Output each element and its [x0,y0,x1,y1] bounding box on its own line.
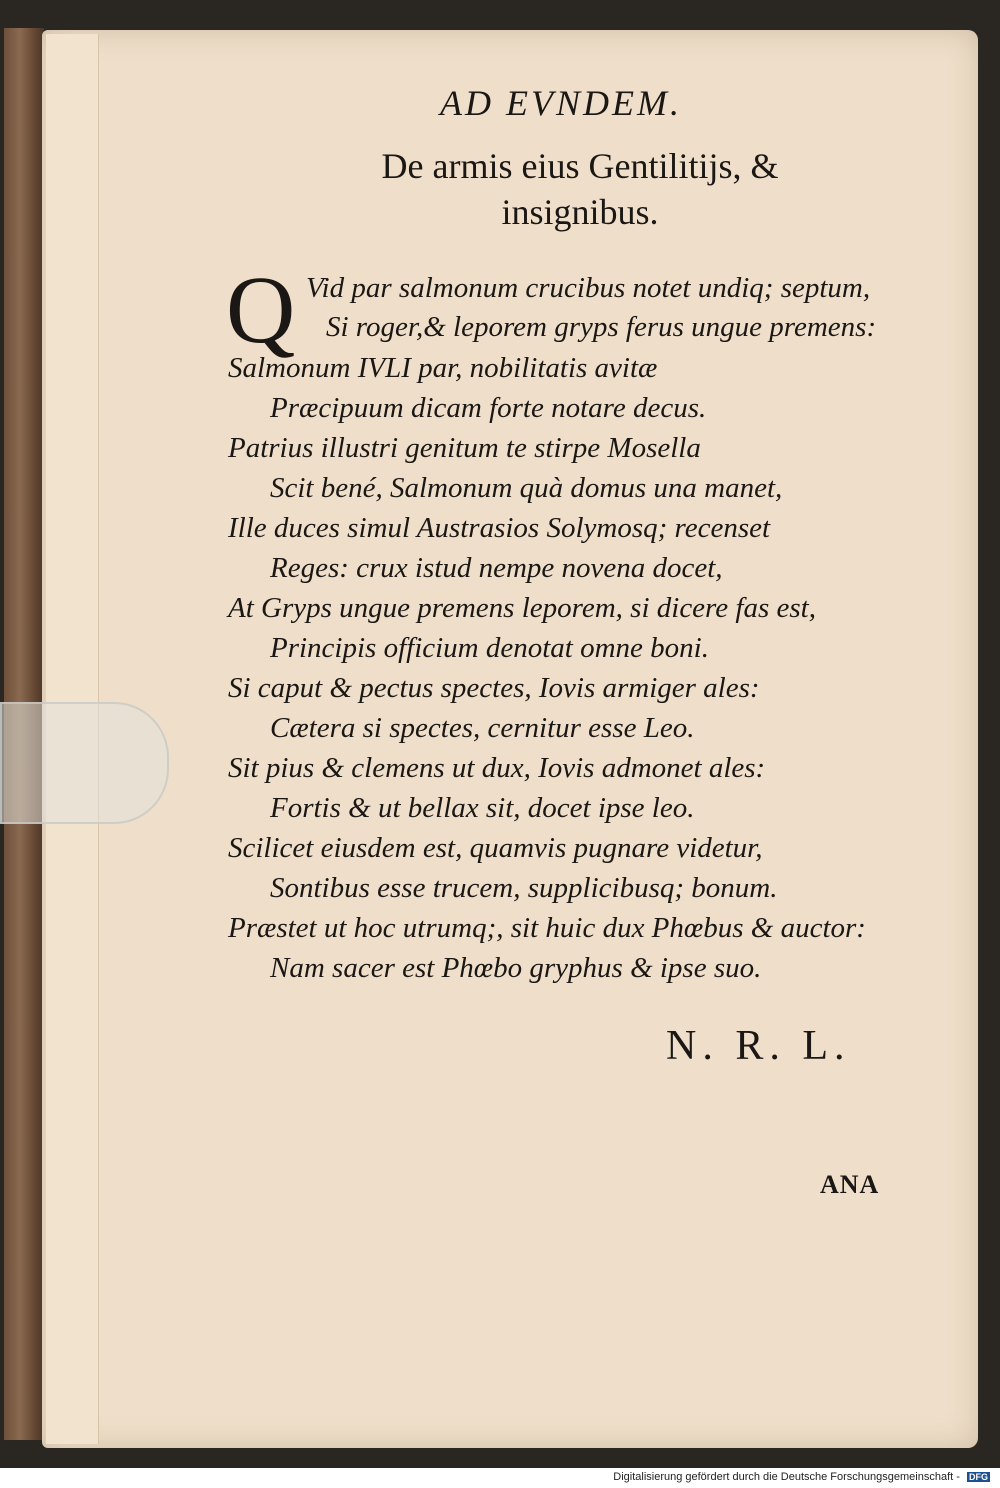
verse-line: Scit bené, Salmonum quà domus una manet, [270,472,783,504]
verse-line: Reges: crux istud nempe novena docet, [270,552,723,584]
drop-cap: Q [226,256,296,363]
verse-line: Ille duces simul Austrasios Solymosq; recenset [228,512,771,544]
dfg-logo: DFG [969,1472,988,1482]
verse-line: Principis officium denotat omne boni. [270,632,709,664]
verse-line: Si roger,& leporem gryps ferus ungue premens: [326,311,877,343]
verse-line: Si caput & pectus spectes, Iovis armiger ales: [228,672,760,704]
page-header: AD EVNDEM. [440,83,682,123]
verse-line: Patrius illustri genitum te stirpe Mosella [228,432,701,464]
verse-line: Nam sacer est Phœbo gryphus & ipse suo. [270,952,762,984]
digitization-footer [613,1471,990,1483]
verse-line: Sit pius & clemens ut dux, Iovis admonet ales: [228,752,766,784]
verse-line: At Gryps ungue premens leporem, si dicere fas est, [228,592,816,624]
verse-line: Sontibus esse trucem, supplicibusq; bonum. [270,872,778,904]
page-title [300,143,860,235]
signature-initials: N. R. L. [666,1023,851,1069]
page-clip [0,702,169,824]
verse-line: Præcipuum dicam forte notare decus. [270,392,707,424]
verse-line: Cætera si spectes, cernitur esse Leo. [270,712,695,744]
verse-line: Scilicet eiusdem est, quamvis pugnare videtur, [228,832,763,864]
verse-line: Vid par salmonum crucibus notet undiq; septum, [306,272,871,304]
verse-line: Salmonum IVLI par, nobilitatis avitæ [228,352,658,384]
footer-text: Digitalisierung gefördert durch die Deutsche Forschungsgemeinschaft - [613,1471,960,1483]
catchword: ANA [820,1170,880,1199]
title-line: insignibus. [501,192,659,232]
verse-line: Fortis & ut bellax sit, docet ipse leo. [270,792,695,824]
verse-line: Præstet ut hoc utrumq;, sit huic dux Phœbus & auctor: [228,912,866,944]
title-line: De armis eius Gentilitijs, & [381,146,779,186]
